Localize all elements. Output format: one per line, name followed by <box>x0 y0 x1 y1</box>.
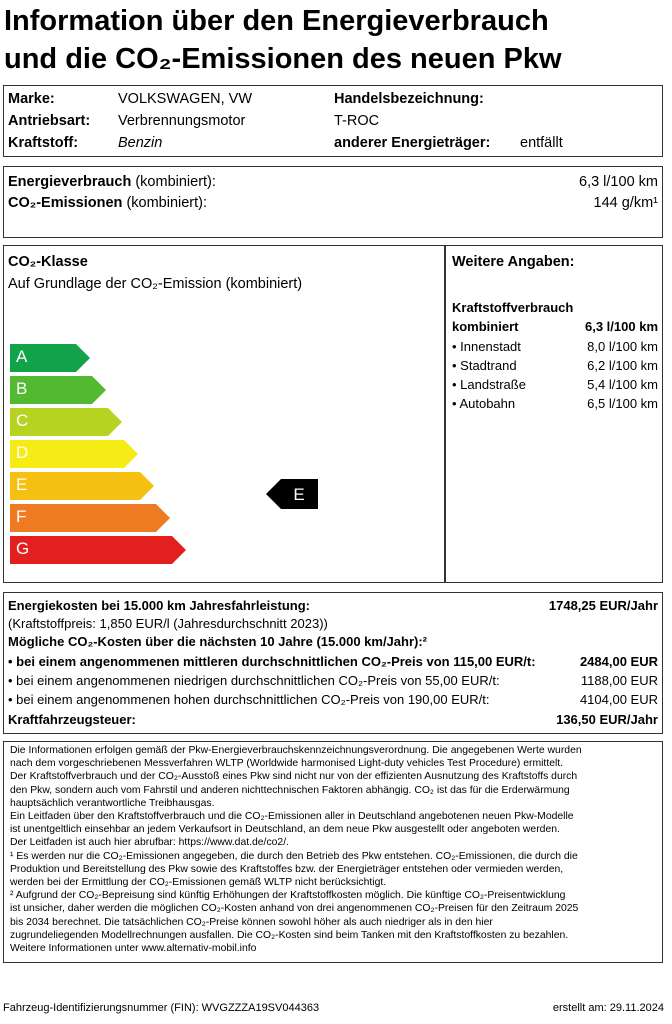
co2-cost-scenario-label <box>8 652 536 672</box>
other-energy-label: anderer Energieträger: <box>334 135 491 151</box>
co2-emission-label: CO₂-Emissionen <box>8 195 123 211</box>
vehicle-tax-value: 136,50 EUR/Jahr <box>556 712 658 727</box>
trade-name-label: Handelsbezeichnung: <box>334 91 484 107</box>
co2-class-box <box>3 245 445 583</box>
combined-value: 6,3 l/100 km <box>585 319 658 334</box>
current-class-letter: E <box>293 485 305 504</box>
co2-cost-scenario-value: 2484,00 EUR <box>579 654 658 669</box>
energy-consumption-line <box>8 172 216 192</box>
further-info-box <box>445 245 663 583</box>
vehicle-info-box <box>3 85 663 157</box>
fineprint-line: Der Kraftstoffverbrauch und der CO₂-Ausstoß eines Pkw sind nicht nur von der effizienten Ausnutzung des Kraftstoffs durch <box>10 771 578 783</box>
co2-class-bar-shape <box>10 536 186 564</box>
co2-class-bar-shape <box>10 472 154 500</box>
fuel-label: Kraftstoff: <box>8 135 79 151</box>
consumption-detail-label-text: Landstraße <box>460 377 526 392</box>
other-energy-value: entfällt <box>520 135 563 151</box>
co2-class-bar-d <box>10 440 138 468</box>
brand-value: VOLKSWAGEN, VW <box>118 91 253 107</box>
co2-class-bar-letter: B <box>16 379 28 398</box>
costs-box <box>3 592 663 734</box>
combined-label: kombiniert <box>452 319 519 334</box>
fineprint-box <box>3 741 663 963</box>
consumption-detail-value: 6,5 l/100 km <box>587 396 658 411</box>
page-title <box>4 2 668 78</box>
co2-class-bar-e <box>10 472 154 500</box>
fineprint-line: den Pkw, sondern auch vom Fahrstil und anderen nichttechnischen Faktoren abhängig. CO₂ ist das für die Erderwärmung <box>10 784 570 796</box>
consumption-detail-label-text: Stadtrand <box>460 358 517 373</box>
co2-class-bar-letter: C <box>16 411 29 430</box>
bullet-icon: • <box>452 358 461 373</box>
fuel-value: Benzin <box>118 135 163 151</box>
co2-class-bar-letter: A <box>16 347 28 366</box>
consumption-detail-label-text: Autobahn <box>459 396 516 411</box>
fineprint-line: Die Informationen erfolgen gemäß der Pkw-Energieverbrauchskennzeichnungsverordnung. Die angegebenen Werte wurden <box>10 745 582 756</box>
co2-emission-line <box>8 193 207 213</box>
co2-cost-scenario-value: 1188,00 EUR <box>580 673 658 688</box>
fuel-price-note: (Kraftstoffpreis: 1,850 EUR/l (Jahresdurchschnitt 2023)) <box>8 616 328 631</box>
co2-emission-value: 144 g/km¹ <box>593 195 658 211</box>
co2-class-bar-letter: G <box>16 539 30 558</box>
consumption-detail-value: 6,2 l/100 km <box>587 358 658 373</box>
further-info-heading: Weitere Angaben: <box>452 254 575 270</box>
consumption-detail-value: 8,0 l/100 km <box>587 339 658 354</box>
fineprint-line: ist unentgeltlich einsehbar an jedem Verkaufsort in Deutschland, an dem neue Pkw ausgestellt oder angeboten werden. <box>10 824 560 836</box>
energy-consumption-value: 6,3 l/100 km <box>579 174 658 190</box>
fineprint-line: zugrundeliegenden Modellrechnungen ausfallen. Die CO₂-Kosten sind beim Tanken mit den Kraftstoffkosten zu bezahlen. <box>10 929 569 941</box>
created-date-text: erstellt am: 29.11.2024 <box>552 1002 664 1014</box>
fineprint-line: ² Aufgrund der CO₂-Bepreisung sind künftig Erhöhungen der Kraftstoffkosten möglich. Die künftige CO₂-Preisentwicklung <box>10 890 566 902</box>
co2-class-subheading: Auf Grundlage der CO₂-Emission (kombiniert) <box>8 276 303 292</box>
bullet-icon: • <box>452 339 461 354</box>
fineprint-line: Weitere Informationen unter www.alternativ-mobil.info <box>10 943 257 954</box>
co2-class-bar-f <box>10 504 170 532</box>
fineprint-line: nach dem vorgeschriebenen Messverfahren WLTP (Worldwide harmonised Light-duty vehicles Test Procedure) ermittelt. <box>10 758 564 770</box>
co2-class-bar-letter: D <box>16 443 29 462</box>
current-class-marker <box>266 479 318 509</box>
co2-class-bar-a <box>10 344 90 372</box>
co2-class-bar-g <box>10 536 186 564</box>
consumption-detail-label <box>452 337 521 357</box>
co2-class-heading: CO₂-Klasse <box>8 254 88 270</box>
vehicle-tax-label: Kraftfahrzeugsteuer: <box>8 712 136 727</box>
title-line-2: und die CO₂-Emissionen des neuen Pkw <box>4 43 562 75</box>
consumption-detail-label-text: Innenstadt <box>460 339 521 354</box>
co2-cost-scenario-label <box>8 690 490 710</box>
title-line-1: Information über den Energieverbrauch <box>4 5 549 37</box>
fineprint-line: ist unsicher, daher werden die möglichen CO₂-Kosten anhand von drei angenommenen CO₂-Preisen für den Zeitraum 2025 <box>10 903 579 915</box>
fineprint-line: bis 2034 berechnet. Die tatsächlichen CO₂-Preise können sowohl höher als auch niedriger als in den hier <box>10 916 493 928</box>
bullet-icon: • <box>8 654 17 669</box>
vin-text: Fahrzeug-Identifizierungsnummer (FIN): WVGZZZA19SV044363 <box>3 1002 320 1014</box>
fineprint-line: Produktion und Bereitstellung des Pkw sowie des Kraftstoffes bzw. der Energieträger entstehen oder vermieden werden, <box>10 863 564 875</box>
drive-value: Verbrennungsmotor <box>118 113 246 129</box>
co2-class-bar-letter: E <box>16 475 28 494</box>
energy-consumption-qualifier: (kombiniert): <box>135 174 216 190</box>
fineprint-line: Der Leitfaden ist auch hier abrufbar: https://www.dat.de/co2/. <box>10 837 289 849</box>
co2-emission-qualifier: (kombiniert): <box>126 195 208 211</box>
co2-class-bar-shape <box>10 440 138 468</box>
consumption-detail-value: 5,4 l/100 km <box>587 377 658 392</box>
consumption-detail-label <box>452 356 517 376</box>
co2-class-bar-shape <box>10 504 170 532</box>
co2-cost-scenario-value: 4104,00 EUR <box>579 692 658 707</box>
bullet-icon: • <box>452 377 461 392</box>
fineprint-line: werden bei der Ermittlung der CO₂-Emissionen gemäß WLTP nicht berücksichtigt. <box>10 877 387 888</box>
co2-cost-scenario-text: bei einem angenommenen hohen durchschnittlichen CO₂-Preis von 190,00 EUR/t: <box>16 692 490 707</box>
energy-costs-value: 1748,25 EUR/Jahr <box>548 598 658 613</box>
consumption-detail-label <box>452 375 526 395</box>
co2-class-bar-c <box>10 408 122 436</box>
fineprint-line: ¹ Es werden nur die CO₂-Emissionen angegeben, die durch den Betrieb des Pkw entstehen. CO₂-Emissionen, die durch die <box>10 850 578 862</box>
bullet-icon: • <box>8 673 17 688</box>
consumption-box <box>3 166 663 238</box>
fineprint-line: Ein Leitfaden über den Kraftstoffverbrauch und die CO₂-Emissionen aller in Deutschland angebotenen neuen Pkw-Modelle <box>10 811 574 822</box>
fineprint-line: hauptsächlich verantwortliche Treibhausgas. <box>10 797 215 809</box>
co2-class-bar-b <box>10 376 106 404</box>
co2-costs-heading: Mögliche CO₂-Kosten über die nächsten 10 Jahre (15.000 km/Jahr):² <box>8 634 428 649</box>
trade-name-value: T-ROC <box>334 113 380 129</box>
bullet-icon: • <box>452 396 460 411</box>
co2-class-bar-letter: F <box>16 507 27 526</box>
drive-label: Antriebsart: <box>8 113 91 129</box>
energy-consumption-label: Energieverbrauch <box>8 174 132 190</box>
bullet-icon: • <box>8 692 17 707</box>
fuel-consumption-heading: Kraftstoffverbrauch <box>452 300 574 315</box>
co2-cost-scenario-label <box>8 671 500 691</box>
energy-costs-label: Energiekosten bei 15.000 km Jahresfahrleistung: <box>8 598 311 613</box>
consumption-detail-label <box>452 394 515 414</box>
co2-cost-scenario-text: bei einem angenommenen mittleren durchschnittlichen CO₂-Preis von 115,00 EUR/t: <box>16 654 536 669</box>
brand-label: Marke: <box>8 91 55 107</box>
co2-cost-scenario-text: bei einem angenommenen niedrigen durchschnittlichen CO₂-Preis von 55,00 EUR/t: <box>16 673 500 688</box>
